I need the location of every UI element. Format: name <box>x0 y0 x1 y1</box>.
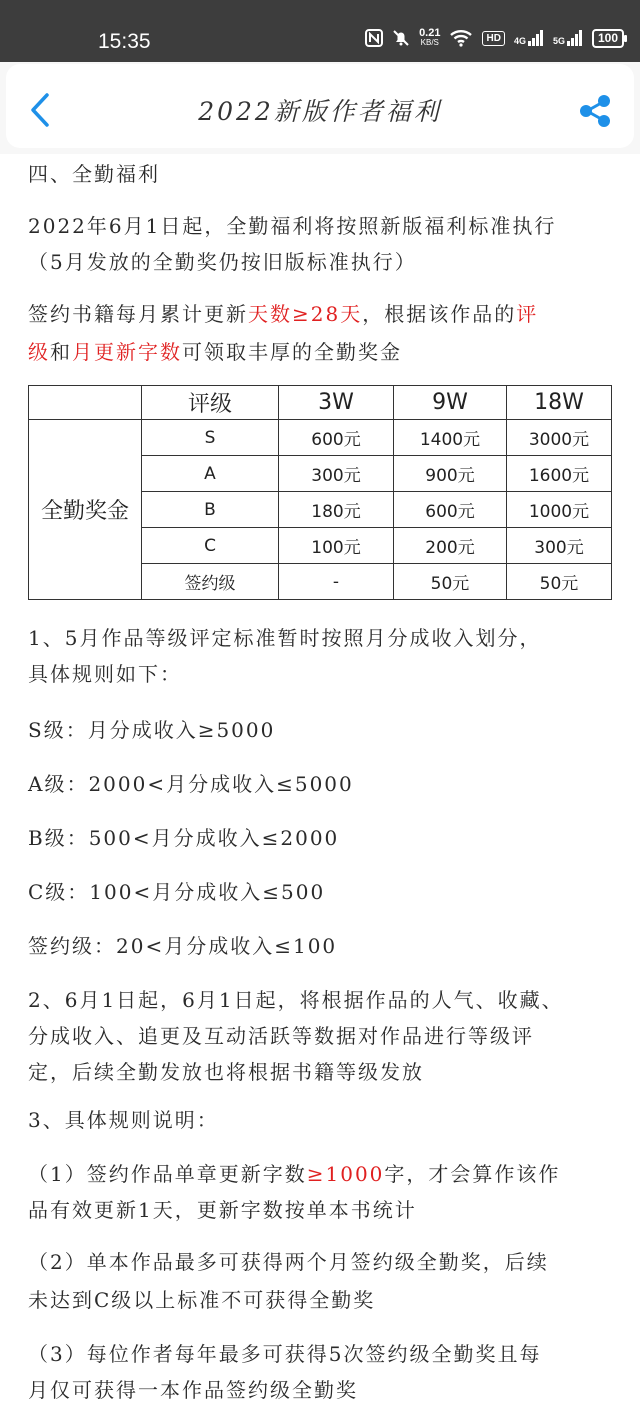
net2-label: 5G <box>552 36 565 46</box>
mute-bell-icon <box>392 29 410 47</box>
value-3w-cell: 100元 <box>279 528 394 564</box>
status-time: 15:35 <box>98 30 151 53</box>
value-9w-cell: 600元 <box>394 492 507 528</box>
p2-line-3: 定，后续全勤发放也将根据书籍等级发放 <box>28 1060 424 1084</box>
nav-bar <box>0 62 640 154</box>
rule-rating-highlight-2: 级 <box>28 340 50 364</box>
status-icons <box>365 28 624 48</box>
rule-text-a: 签约书籍每月累计更新 <box>28 302 248 326</box>
a-level-rule: A级：2000<月分成收入≤5000 <box>28 772 354 796</box>
rule3-line-1: （3）每位作者每年最多可获得5次签约级全勤奖且每 <box>28 1342 542 1366</box>
s-level-rule: S级：月分成收入≥5000 <box>28 718 276 742</box>
signal-5g-icon <box>553 30 583 46</box>
c-level-rule: C级：100<月分成收入≤500 <box>28 880 326 904</box>
grade-cell: B <box>142 492 279 528</box>
rule1-words-highlight: ≥1000 <box>306 1162 385 1186</box>
award-table <box>28 385 612 600</box>
p2-line-1: 2、6月1日起，6月1日起，将根据作品的人气、收藏、 <box>28 988 564 1012</box>
rule3-line-2: 月仅可获得一本作品签约级全勤奖 <box>28 1378 358 1402</box>
rule1-line-1 <box>28 1158 560 1187</box>
grade-cell: 签约级 <box>142 564 279 600</box>
value-3w-cell: 300元 <box>279 456 394 492</box>
value-9w-cell: 200元 <box>394 528 507 564</box>
value-18w-cell: 3000元 <box>507 420 612 456</box>
grade-cell: A <box>142 456 279 492</box>
value-9w-cell: 1400元 <box>394 420 507 456</box>
grade-cell: C <box>142 528 279 564</box>
nfc-icon <box>365 29 383 47</box>
table-row <box>29 420 612 456</box>
rule2-line-2: 未达到C级以上标准不可获得全勤奖 <box>28 1288 376 1312</box>
header-9w: 9W <box>394 386 507 420</box>
value-18w-cell: 50元 <box>507 564 612 600</box>
row-label-bonus: 全勤奖金 <box>29 420 142 600</box>
speed-value: 0.21 <box>419 27 441 39</box>
table-header-row <box>29 386 612 420</box>
value-3w-cell: - <box>279 564 394 600</box>
grade-cell: S <box>142 420 279 456</box>
nav-bar-inner <box>6 64 634 148</box>
network-speed <box>419 28 440 48</box>
rule-text-c: 和 <box>50 340 72 364</box>
battery-indicator: 100 <box>592 29 624 48</box>
signal-4g-icon <box>514 30 544 46</box>
value-3w-cell: 180元 <box>279 492 394 528</box>
rule-line-2 <box>28 336 402 365</box>
rule-line-1 <box>28 298 538 327</box>
page-title: 2022新版作者福利 <box>198 97 442 126</box>
wifi-icon <box>449 29 473 47</box>
status-bar <box>0 0 640 62</box>
header-18w: 18W <box>507 386 612 420</box>
section-heading: 四、全勤福利 <box>28 162 160 186</box>
header-grade: 评级 <box>142 386 279 420</box>
rule-days-highlight: 天数≥28天 <box>248 302 363 326</box>
hd-badge: HD <box>482 31 504 46</box>
value-3w-cell: 600元 <box>279 420 394 456</box>
rule-text-b: ，根据该作品的 <box>362 302 517 326</box>
p2-line-2: 分成收入、追更及互动活跃等数据对作品进行等级评 <box>28 1024 534 1048</box>
table-corner <box>29 386 142 420</box>
share-icon <box>578 94 612 128</box>
intro-line-1: 2022年6月1日起，全勤福利将按照新版福利标准执行 <box>28 214 557 238</box>
rule-words-highlight: 月更新字数 <box>72 340 182 364</box>
value-18w-cell: 1600元 <box>507 456 612 492</box>
value-18w-cell: 1000元 <box>507 492 612 528</box>
rule1-line-2: 品有效更新1天，更新字数按单本书统计 <box>28 1198 417 1222</box>
value-9w-cell: 900元 <box>394 456 507 492</box>
rule1-text-a: （1）签约作品单章更新字数 <box>28 1162 307 1186</box>
intro-line-2: （5月发放的全勤奖仍按旧版标准执行） <box>28 250 417 274</box>
rule1-text-b: 字，才会算作该作 <box>384 1162 561 1186</box>
p1-line-2: 具体规则如下： <box>28 662 182 686</box>
net1-label: 4G <box>513 36 526 46</box>
p1-line-1: 1、5月作品等级评定标准暂时按照月分成收入划分， <box>28 626 542 650</box>
share-button[interactable] <box>578 94 612 132</box>
sign-level-rule: 签约级：20<月分成收入≤100 <box>28 934 338 958</box>
rule-text-d: 可领取丰厚的全勤奖金 <box>182 340 402 364</box>
rule2-line-1: （2）单本作品最多可获得两个月签约级全勤奖，后续 <box>28 1250 549 1274</box>
speed-unit: KB/S <box>420 38 439 47</box>
b-level-rule: B级：500<月分成收入≤2000 <box>28 826 340 850</box>
p3-heading: 3、具体规则说明： <box>28 1108 219 1132</box>
header-3w: 3W <box>279 386 394 420</box>
value-9w-cell: 50元 <box>394 564 507 600</box>
value-18w-cell: 300元 <box>507 528 612 564</box>
rule-rating-highlight: 评 <box>516 302 539 326</box>
